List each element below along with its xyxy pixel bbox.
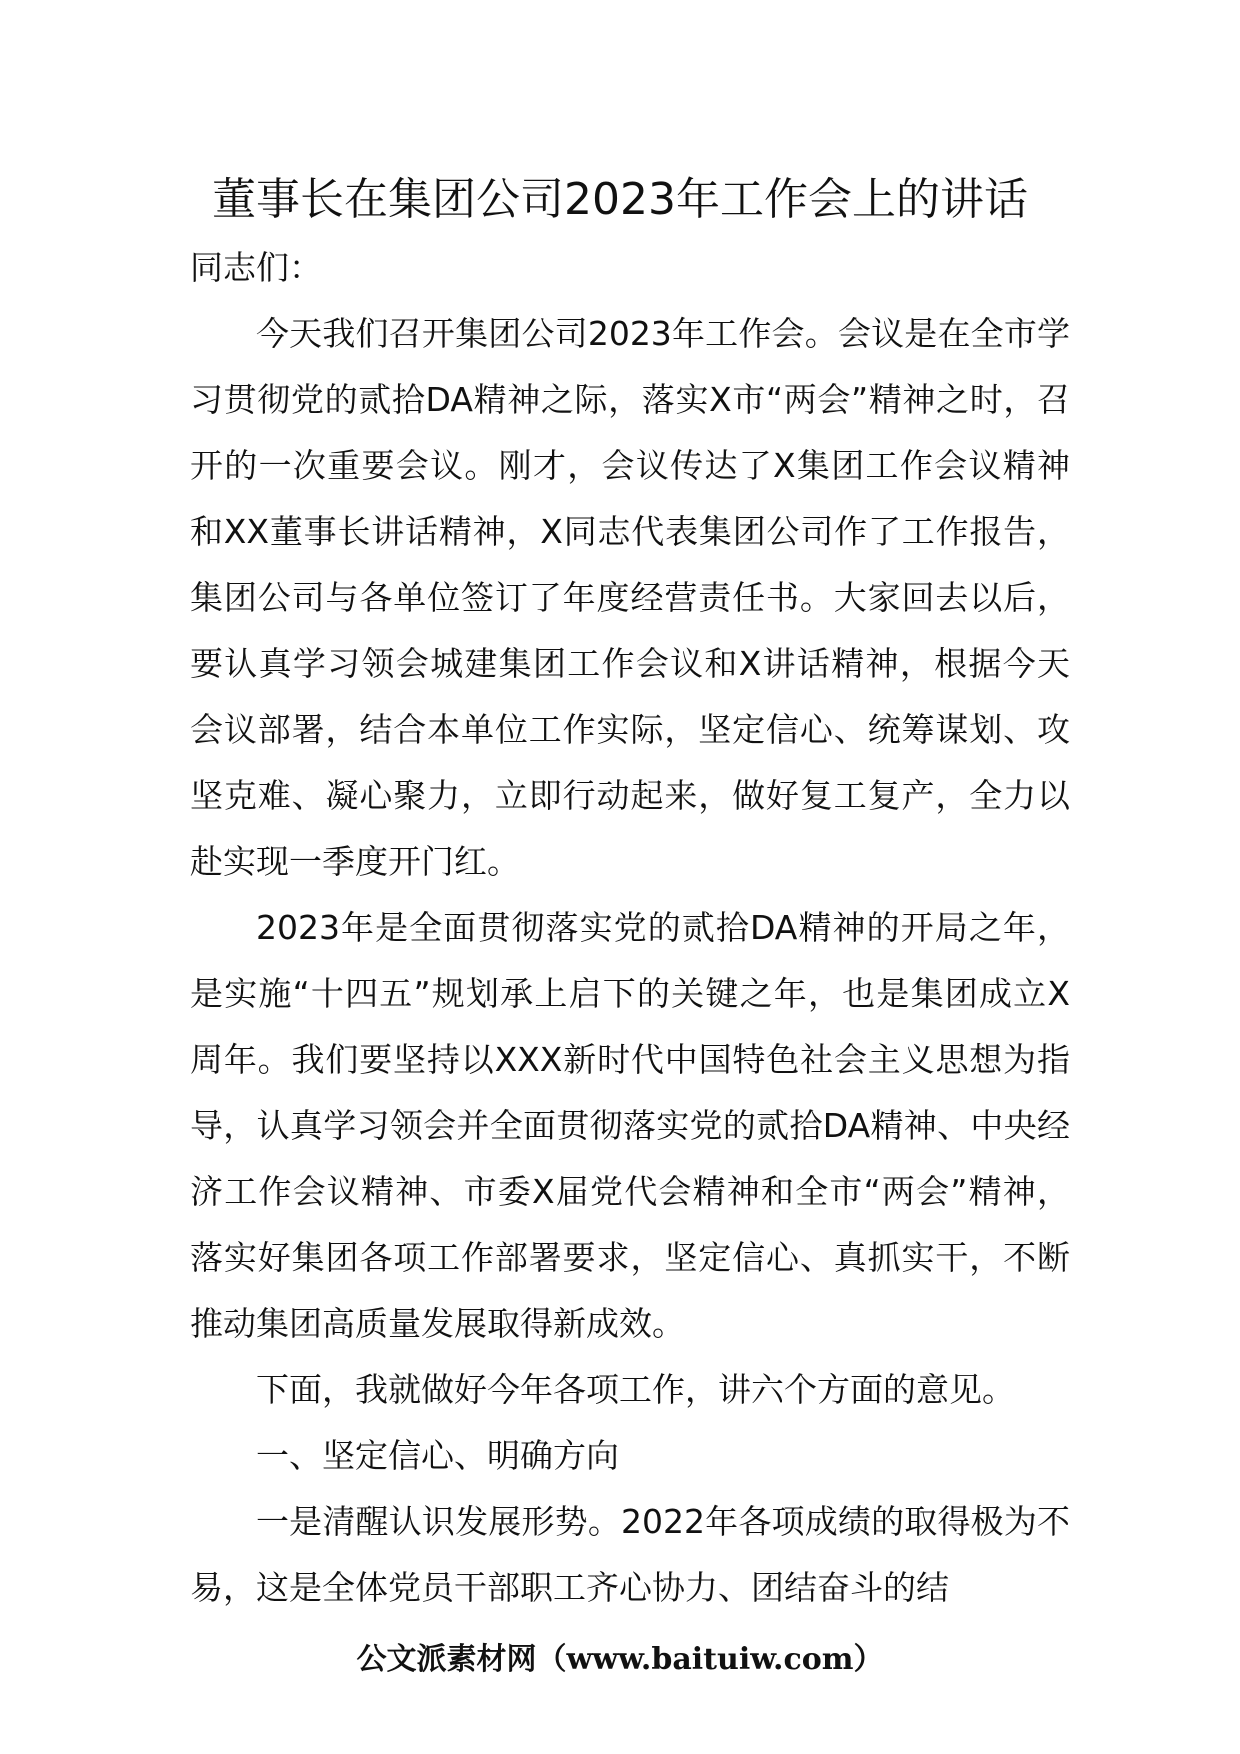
paragraph-opening: 今天我们召开集团公司2023年工作会。会议是在全市学习贯彻党的贰拾DA精神之际，落实X市“两会”精神之时，召开的一次重要会议。刚才，会议传达了X集团工作会议精神和XX董事长讲话精神，X同志代表集团公司作了工作报告，集团公司与各单位签订了年度经营责任书。大家回去以后，要认真学习领会城建集团工作会议和X讲话精神，根据今天会议部署，结合本单位工作实际，坚定信心、统筹谋划、攻坚克难、凝心聚力，立即行动起来，做好复工复产，全力以赴实现一季度开门红。 bbox=[190, 314, 1070, 881]
footer-watermark: 公文派素材网（www.baituiw.com） bbox=[356, 1642, 884, 1677]
paragraph-intro-six-points: 下面，我就做好今年各项工作，讲六个方面的意见。 bbox=[256, 1370, 1015, 1409]
paragraph-2023-goals: 2023年是全面贯彻落实党的贰拾DA精神的开局之年，是实施“十四五”规划承上启下的关键之年，也是集团成立X周年。我们要坚持以XXX新时代中国特色社会主义思想为指导，认真学习领会并全面贯彻落实党的贰拾DA精神、中央经济工作会议精神、市委X届党代会精神和全市“两会”精神，落实好集团各项工作部署要求，坚定信心、真抓实干，不断推动集团高质量发展取得新成效。 bbox=[190, 908, 1070, 1343]
paragraph-point-one: 一是清醒认识发展形势。2022年各项成绩的取得极为不易，这是全体党员干部职工齐心协力、团结奋斗的结 bbox=[190, 1502, 1070, 1607]
salutation: 同志们： bbox=[190, 248, 322, 287]
section-heading-one: 一、坚定信心、明确方向 bbox=[256, 1436, 619, 1475]
document-body bbox=[190, 235, 1070, 1621]
document-title: 董事长在集团公司2023年工作会上的讲话 bbox=[212, 174, 1028, 225]
